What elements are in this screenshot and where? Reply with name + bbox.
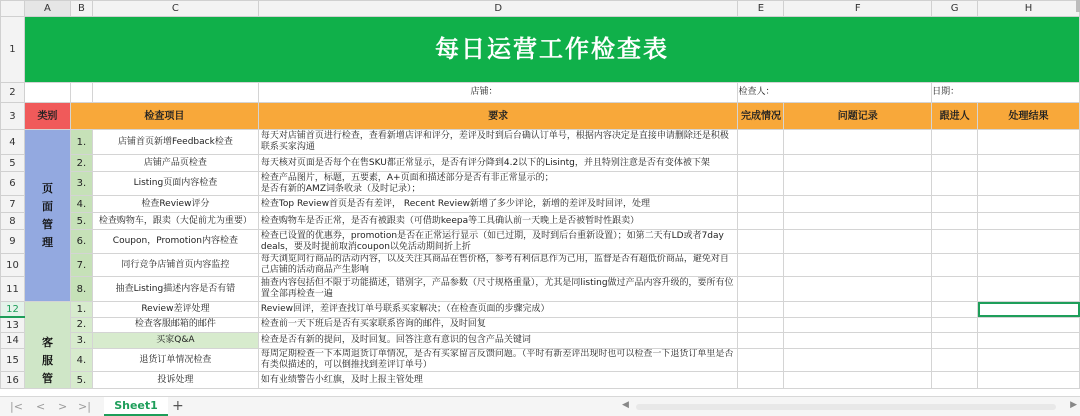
- cell-issue[interactable]: [784, 230, 932, 254]
- table-row: [1, 333, 1080, 349]
- task-item[interactable]: Coupon，Promotion内容检查: [92, 230, 258, 254]
- task-item[interactable]: 检查购物车，跟卖（大促前尤为重要）: [92, 213, 258, 230]
- cell-follower[interactable]: [932, 196, 978, 213]
- task-item[interactable]: 退货订单情况检查: [92, 348, 258, 372]
- row-header-3[interactable]: 3: [1, 103, 25, 130]
- task-num[interactable]: 3.: [70, 172, 92, 196]
- scroll-track[interactable]: [636, 404, 1056, 410]
- cell-done[interactable]: [738, 277, 784, 302]
- row-header-14[interactable]: 14: [1, 333, 25, 349]
- category-page-label: 页面管理: [41, 181, 53, 249]
- column-header-f[interactable]: F: [784, 1, 932, 17]
- task-num[interactable]: 7.: [70, 254, 92, 277]
- add-sheet-button[interactable]: +: [172, 398, 184, 414]
- cell-issue[interactable]: [784, 254, 932, 277]
- prev-sheet-icon[interactable]: <: [36, 400, 46, 413]
- cell-follower[interactable]: [932, 333, 978, 349]
- first-sheet-icon[interactable]: |<: [10, 400, 23, 413]
- header-item[interactable]: 检查项目: [70, 103, 258, 130]
- table-row: [1, 302, 1080, 318]
- table-row: [1, 254, 1080, 277]
- task-item[interactable]: Review差评处理: [92, 302, 258, 318]
- cell-issue[interactable]: [784, 155, 932, 172]
- scroll-left-icon[interactable]: ◀: [622, 400, 629, 410]
- table-row: [1, 172, 1080, 196]
- cell-follower[interactable]: [932, 230, 978, 254]
- column-header-b[interactable]: B: [70, 1, 92, 17]
- column-header-c[interactable]: C: [92, 1, 258, 17]
- category-page[interactable]: [24, 130, 70, 302]
- cell-follower[interactable]: [932, 348, 978, 372]
- sheet-title[interactable]: 每日运营工作检查表: [24, 17, 1079, 83]
- cell-c2[interactable]: [92, 83, 258, 103]
- row-header-5[interactable]: 5: [1, 155, 25, 172]
- next-sheet-icon[interactable]: >: [58, 400, 68, 413]
- inspector-label[interactable]: 检查人：: [738, 83, 932, 103]
- cell-follower[interactable]: [932, 317, 978, 333]
- header-result[interactable]: 处理结果: [978, 103, 1080, 130]
- cell-result[interactable]: [978, 348, 1080, 372]
- task-item[interactable]: 抽查Listing描述内容是否有错: [92, 277, 258, 302]
- task-item[interactable]: 店铺产品页检查: [92, 155, 258, 172]
- select-all-corner[interactable]: [1, 1, 25, 17]
- column-header-d[interactable]: D: [258, 1, 738, 17]
- sheet-tab-bar: [0, 396, 1080, 416]
- table-row: [1, 348, 1080, 372]
- column-header-row: [1, 1, 1080, 17]
- cell-follower[interactable]: [932, 130, 978, 155]
- row-header-7[interactable]: 7: [1, 196, 25, 213]
- cell-result[interactable]: [978, 372, 1080, 389]
- task-req[interactable]: 每天核对页面是否每个在售SKU都正常显示，是否有评分降到4.2以下的Lisintg，并且特别注意是否有变体被下架: [258, 155, 738, 172]
- cell-result[interactable]: [978, 230, 1080, 254]
- table-row: [1, 155, 1080, 172]
- table-row: [1, 372, 1080, 389]
- row-header-10[interactable]: 10: [1, 254, 25, 277]
- task-req[interactable]: 检查已设置的优惠券，promotion是否在正常运行显示（如已过期，及时到后台重新设置）；如第二天有LD或者7day deals，要及时提前取消coupon以免活动期间折上折: [258, 230, 738, 254]
- scroll-right-icon[interactable]: ▶: [1070, 400, 1077, 410]
- cell-done[interactable]: [738, 317, 784, 333]
- cell-result[interactable]: [978, 130, 1080, 155]
- task-req[interactable]: 检查购物车是否正常，是否有被跟卖（可借助keepa等工具确认前一天晚上是否被暂时性跟卖）: [258, 213, 738, 230]
- header-row: [1, 103, 1080, 130]
- header-issue[interactable]: 问题记录: [784, 103, 932, 130]
- cell-follower[interactable]: [932, 254, 978, 277]
- header-done[interactable]: 完成情况: [738, 103, 784, 130]
- task-num[interactable]: 2.: [70, 317, 92, 333]
- cell-follower[interactable]: [932, 172, 978, 196]
- task-req[interactable]: 检查前一天下班后是否有买家联系咨询的邮件，及时回复: [258, 317, 738, 333]
- task-req[interactable]: 检查产品图片，标题，五要素，A+页面和描述部分是否有非正常显示的； 是否有新的AMZ词条收录（及时记录）；: [258, 172, 738, 196]
- column-header-h[interactable]: H: [978, 1, 1080, 17]
- cell-follower[interactable]: [932, 155, 978, 172]
- cell-done[interactable]: [738, 302, 784, 318]
- info-row: [1, 83, 1080, 103]
- table-row: [1, 196, 1080, 213]
- cell-issue[interactable]: [784, 372, 932, 389]
- cell-issue[interactable]: [784, 317, 932, 333]
- cell-result[interactable]: [978, 317, 1080, 333]
- category-service-label: 客服管: [41, 336, 53, 385]
- cell-issue[interactable]: [784, 196, 932, 213]
- cell-result[interactable]: [978, 172, 1080, 196]
- cell-b2[interactable]: [70, 83, 92, 103]
- task-num[interactable]: 3.: [70, 333, 92, 349]
- cell-follower[interactable]: [932, 372, 978, 389]
- task-item[interactable]: 检查客服邮箱的邮件: [92, 317, 258, 333]
- task-req[interactable]: 如有业绩警告小红旗，及时上报主管处理: [258, 372, 738, 389]
- cell-done[interactable]: [738, 254, 784, 277]
- cell-done[interactable]: [738, 333, 784, 349]
- task-item[interactable]: Listing页面内容检查: [92, 172, 258, 196]
- row-header-4[interactable]: 4: [1, 130, 25, 155]
- task-num[interactable]: 5.: [70, 213, 92, 230]
- cell-issue[interactable]: [784, 348, 932, 372]
- task-item[interactable]: 检查Review评分: [92, 196, 258, 213]
- row-header-1[interactable]: 1: [1, 17, 25, 83]
- date-label[interactable]: 日期：: [932, 83, 1080, 103]
- cell-done[interactable]: [738, 213, 784, 230]
- task-num[interactable]: 1.: [70, 302, 92, 318]
- cell-result[interactable]: [978, 254, 1080, 277]
- row-header-13[interactable]: 13: [1, 317, 25, 333]
- column-header-g[interactable]: G: [932, 1, 978, 17]
- cell-a2[interactable]: [24, 83, 70, 103]
- cell-result[interactable]: [978, 213, 1080, 230]
- header-category[interactable]: 类别: [24, 103, 70, 130]
- task-req[interactable]: 检查Top Review首页是否有差评， Recent Review新增了多少评论，新增的差评及时回评，处理: [258, 196, 738, 213]
- cell-issue[interactable]: [784, 172, 932, 196]
- task-item[interactable]: 店铺首页新增Feedback检查: [92, 130, 258, 155]
- title-row: [1, 17, 1080, 83]
- task-req[interactable]: 检查是否有新的提问，及时回复。回答注意有意识的包含产品关键词: [258, 333, 738, 349]
- cell-done[interactable]: [738, 196, 784, 213]
- cell-result[interactable]: [978, 155, 1080, 172]
- row-header-15[interactable]: 15: [1, 348, 25, 372]
- task-num[interactable]: 8.: [70, 277, 92, 302]
- cell-issue[interactable]: [784, 130, 932, 155]
- row-header-9[interactable]: 9: [1, 230, 25, 254]
- row-header-16[interactable]: 16: [1, 372, 25, 389]
- table-row: [1, 213, 1080, 230]
- task-num[interactable]: 2.: [70, 155, 92, 172]
- table-row: [1, 230, 1080, 254]
- task-item[interactable]: 投诉处理: [92, 372, 258, 389]
- cell-issue[interactable]: [784, 277, 932, 302]
- cell-issue[interactable]: [784, 333, 932, 349]
- last-sheet-icon[interactable]: >|: [78, 400, 91, 413]
- task-num[interactable]: 5.: [70, 372, 92, 389]
- table-row: [1, 130, 1080, 155]
- store-label[interactable]: 店铺：: [258, 83, 738, 103]
- cell-done[interactable]: [738, 348, 784, 372]
- task-item[interactable]: 买家Q&A: [92, 333, 258, 349]
- row-header-11[interactable]: 11: [1, 277, 25, 302]
- cell-follower[interactable]: [932, 302, 978, 318]
- cell-result[interactable]: [978, 277, 1080, 302]
- row-header-6[interactable]: 6: [1, 172, 25, 196]
- active-cell[interactable]: [978, 302, 1080, 318]
- cell-result[interactable]: [978, 196, 1080, 213]
- row-header-12[interactable]: 12: [1, 302, 25, 318]
- task-num[interactable]: 6.: [70, 230, 92, 254]
- task-req[interactable]: 每天浏览同行商品的活动内容，以及关注其商品在售价格，参考有利信息作为己用，监督是否有超低价商品，避免对自己店铺的活动商品产生影响: [258, 254, 738, 277]
- cell-done[interactable]: [738, 372, 784, 389]
- column-header-e[interactable]: E: [738, 1, 784, 17]
- cell-result[interactable]: [978, 333, 1080, 349]
- header-follower[interactable]: 跟进人: [932, 103, 978, 130]
- task-item[interactable]: 同行竞争店铺首页内容监控: [92, 254, 258, 277]
- cell-done[interactable]: [738, 130, 784, 155]
- sheet-tab-sheet1[interactable]: Sheet1: [104, 397, 168, 416]
- cell-done[interactable]: [738, 230, 784, 254]
- task-req[interactable]: 每天对店铺首页进行检查，查看新增店评和评分，差评及时到后台确认订单号，根据内容决定是直接申请删除还是积极联系买家沟通: [258, 130, 738, 155]
- task-req[interactable]: 每周定期检查一下本周退货订单情况，是否有买家留言反馈问题。（平时有新差评出现时也可以检查一下退货订单里是否有类似描述的，可以倒推找到差评订单号）: [258, 348, 738, 372]
- cell-issue[interactable]: [784, 302, 932, 318]
- category-service[interactable]: [24, 302, 70, 389]
- task-req[interactable]: Review回评，差评查找订单号联系买家解决；（在检查页面的步骤完成）: [258, 302, 738, 318]
- table-row: [1, 277, 1080, 302]
- header-requirement[interactable]: 要求: [258, 103, 738, 130]
- table-row: [1, 317, 1080, 333]
- cell-follower[interactable]: [932, 277, 978, 302]
- cell-follower[interactable]: [932, 213, 978, 230]
- task-num[interactable]: 4.: [70, 196, 92, 213]
- row-header-2[interactable]: 2: [1, 83, 25, 103]
- column-header-a[interactable]: A: [24, 1, 70, 17]
- task-req[interactable]: 抽查内容包括但不限于功能描述，错别字，产品参数（尺寸规格重量），尤其是同listing做过产品内容升级的，要所有位置全部再检查一遍: [258, 277, 738, 302]
- row-header-8[interactable]: 8: [1, 213, 25, 230]
- cell-issue[interactable]: [784, 213, 932, 230]
- cell-done[interactable]: [738, 155, 784, 172]
- cell-done[interactable]: [738, 172, 784, 196]
- vertical-scroll-thumb[interactable]: [1076, 0, 1080, 12]
- task-num[interactable]: 1.: [70, 130, 92, 155]
- horizontal-scrollbar[interactable]: [622, 402, 1077, 412]
- task-num[interactable]: 4.: [70, 348, 92, 372]
